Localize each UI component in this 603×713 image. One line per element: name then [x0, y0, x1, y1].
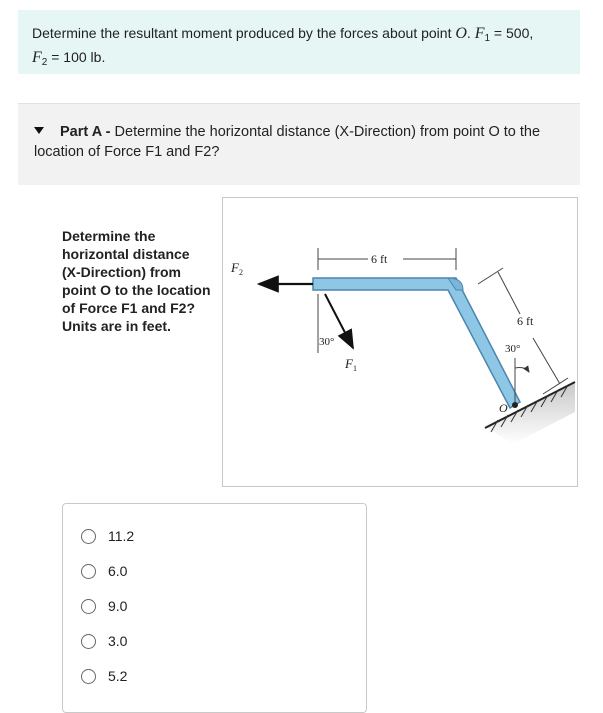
radio-button[interactable] [81, 564, 96, 579]
part-a-header[interactable] [18, 103, 580, 185]
option-label: 11.2 [108, 528, 135, 544]
option-label: 9.0 [108, 598, 128, 614]
f2-subscript: 2 [41, 57, 48, 68]
option-3[interactable] [81, 596, 127, 616]
option-label: 5.2 [108, 668, 128, 684]
point-o-symbol: O [455, 25, 467, 42]
option-2[interactable] [81, 561, 127, 581]
o-angle-label: 30° [505, 343, 521, 355]
frame-member [313, 278, 520, 408]
problem-statement [18, 10, 580, 74]
problem-separator: . [466, 25, 475, 41]
problem-figure [222, 197, 578, 487]
answer-choices [62, 503, 367, 713]
f1-angle-label: 30° [319, 336, 335, 348]
part-a-title: Determine the horizontal distance (X-Direction) from point O to the location of Force F1 and F2? [34, 124, 541, 160]
point-o-label: O [499, 401, 508, 415]
option-label: 3.0 [108, 633, 128, 649]
figure-diagram [223, 198, 577, 486]
dimension-diagonal [478, 268, 568, 394]
question-text: Determine the horizontal distance (X-Direction) from point O to the location of Force F1 and F2? Units are in feet. [62, 228, 211, 334]
f2-value: = 100 lb. [47, 49, 106, 65]
option-1[interactable] [81, 526, 134, 546]
collapse-triangle-icon[interactable] [34, 127, 44, 134]
problem-text: Determine the resultant moment produced by the forces about point [32, 25, 456, 41]
f1-value: = 500, [490, 25, 534, 41]
option-label: 6.0 [108, 563, 128, 579]
option-4[interactable] [81, 631, 127, 651]
part-a-label: Part A - [60, 124, 111, 140]
radio-button[interactable] [81, 529, 96, 544]
f1-figure-label: $F_1$ [345, 356, 357, 373]
dimension-top-label: 6 ft [371, 252, 388, 266]
option-5[interactable] [81, 666, 127, 686]
f1-symbol: F [474, 25, 485, 42]
radio-button[interactable] [81, 599, 96, 614]
dimension-diagonal-label: 6 ft [517, 314, 534, 328]
radio-button[interactable] [81, 669, 96, 684]
radio-button[interactable] [81, 634, 96, 649]
f1-subscript: 1 [484, 33, 491, 44]
f2-figure-label: $F_2$ [231, 260, 243, 277]
f2-symbol: F [32, 49, 42, 66]
